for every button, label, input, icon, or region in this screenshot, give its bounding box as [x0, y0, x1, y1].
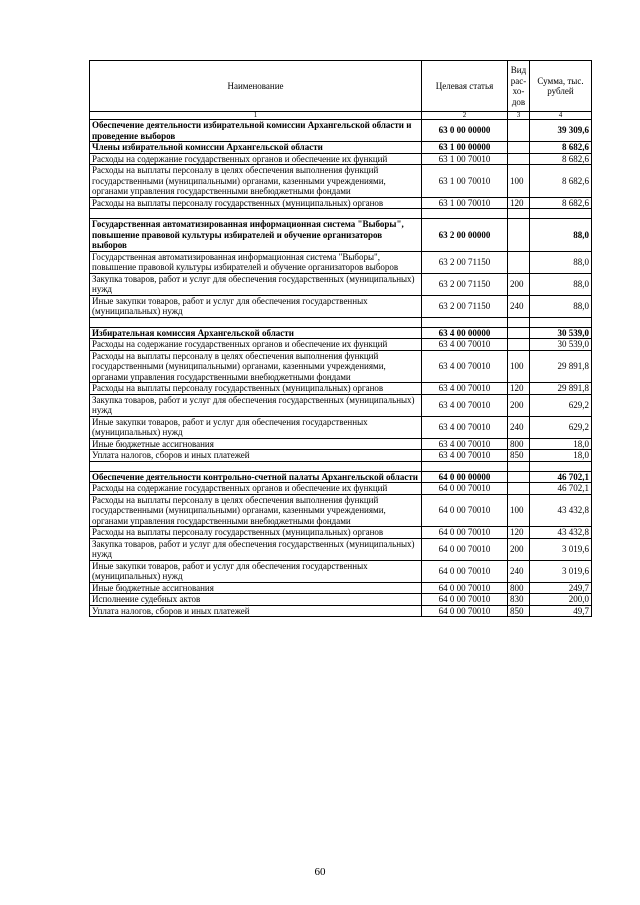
- row-name: Расходы на выплаты персоналу государственных (муниципальных) органов: [90, 197, 422, 209]
- row-sum: 3 019,6: [530, 560, 592, 582]
- table-row: [90, 339, 592, 351]
- row-type: 800: [508, 438, 530, 450]
- row-code: 63 2 00 71150: [422, 251, 508, 273]
- row-name: Иные закупки товаров, работ и услуг для обеспечения государственных (муниципальных) нужд: [90, 416, 422, 438]
- row-code: 63 4 00 70010: [422, 438, 508, 450]
- row-sum: 29 891,8: [530, 383, 592, 395]
- row-name: Члены избирательной комиссии Архангельской области: [90, 142, 422, 154]
- table-row: [90, 327, 592, 339]
- spacer-row: [90, 461, 592, 471]
- row-sum: 629,2: [530, 394, 592, 416]
- table-row: [90, 416, 592, 438]
- row-name: Закупка товаров, работ и услуг для обеспечения государственных (муниципальных) нужд: [90, 538, 422, 560]
- table-row: [90, 560, 592, 582]
- row-name: Расходы на содержание государственных органов и обеспечение их функций: [90, 153, 422, 165]
- column-number: 3: [508, 112, 530, 120]
- table-row: [90, 165, 592, 198]
- table-row: [90, 350, 592, 383]
- row-sum: 88,0: [530, 219, 592, 252]
- row-sum: 46 702,1: [530, 483, 592, 495]
- row-type: [508, 461, 530, 471]
- row-name: Расходы на содержание государственных органов и обеспечение их функций: [90, 339, 422, 351]
- row-code: 63 2 00 71150: [422, 273, 508, 295]
- row-sum: 8 682,6: [530, 142, 592, 154]
- header-code: Целевая статья: [422, 61, 508, 112]
- row-name: Уплата налогов, сборов и иных платежей: [90, 450, 422, 462]
- table-row: [90, 219, 592, 252]
- row-code: 64 0 00 70010: [422, 538, 508, 560]
- row-sum: 46 702,1: [530, 471, 592, 483]
- row-name: Иные бюджетные ассигнования: [90, 438, 422, 450]
- row-sum: 18,0: [530, 438, 592, 450]
- header-type: Вид рас-хо-дов: [508, 61, 530, 112]
- row-code: [422, 209, 508, 219]
- row-code: 63 4 00 70010: [422, 394, 508, 416]
- row-name: Расходы на выплаты персоналу в целях обеспечения выполнения функций государственными (муниципальными) органами, казенными учреждениями, органами управления государственными внебюджетными фондами: [90, 165, 422, 198]
- row-name: Расходы на выплаты персоналу государственных (муниципальных) органов: [90, 383, 422, 395]
- row-name: Закупка товаров, работ и услуг для обеспечения государственных (муниципальных) нужд: [90, 273, 422, 295]
- row-name: [90, 209, 422, 219]
- row-code: 63 1 00 70010: [422, 153, 508, 165]
- row-sum: 249,7: [530, 582, 592, 594]
- row-type: [508, 327, 530, 339]
- row-code: 63 4 00 70010: [422, 339, 508, 351]
- row-code: 63 0 00 00000: [422, 120, 508, 142]
- row-type: [508, 142, 530, 154]
- row-type: 100: [508, 494, 530, 527]
- table-row: [90, 450, 592, 462]
- spacer-row: [90, 209, 592, 219]
- table-row: [90, 197, 592, 209]
- header-name: Наименование: [90, 61, 422, 112]
- row-sum: [530, 317, 592, 327]
- row-name: Закупка товаров, работ и услуг для обеспечения государственных (муниципальных) нужд: [90, 394, 422, 416]
- row-type: 200: [508, 273, 530, 295]
- row-name: [90, 317, 422, 327]
- row-name: Избирательная комиссия Архангельской области: [90, 327, 422, 339]
- table-row: [90, 538, 592, 560]
- table-row: [90, 273, 592, 295]
- row-code: 64 0 00 70010: [422, 560, 508, 582]
- row-sum: 43 432,8: [530, 527, 592, 539]
- row-sum: 88,0: [530, 295, 592, 317]
- row-type: 240: [508, 295, 530, 317]
- table-row: [90, 471, 592, 483]
- table-row: [90, 605, 592, 617]
- row-type: [508, 120, 530, 142]
- row-code: 63 1 00 70010: [422, 197, 508, 209]
- row-code: 64 0 00 70010: [422, 527, 508, 539]
- table-row: [90, 394, 592, 416]
- column-number: 1: [90, 112, 422, 120]
- row-type: 830: [508, 594, 530, 606]
- table-row: [90, 438, 592, 450]
- row-code: 63 1 00 00000: [422, 142, 508, 154]
- table-row: [90, 153, 592, 165]
- row-code: 63 4 00 00000: [422, 327, 508, 339]
- row-code: 64 0 00 00000: [422, 471, 508, 483]
- row-sum: [530, 209, 592, 219]
- row-code: 64 0 00 70010: [422, 483, 508, 495]
- row-name: Иные бюджетные ассигнования: [90, 582, 422, 594]
- row-sum: 629,2: [530, 416, 592, 438]
- row-name: [90, 461, 422, 471]
- row-type: [508, 219, 530, 252]
- row-code: 63 4 00 70010: [422, 416, 508, 438]
- table-row: [90, 383, 592, 395]
- row-sum: 49,7: [530, 605, 592, 617]
- row-type: 240: [508, 416, 530, 438]
- table-row: [90, 494, 592, 527]
- row-name: Расходы на выплаты персоналу государственных (муниципальных) органов: [90, 527, 422, 539]
- row-code: 64 0 00 70010: [422, 594, 508, 606]
- row-code: 63 4 00 70010: [422, 350, 508, 383]
- row-type: 200: [508, 538, 530, 560]
- row-sum: 18,0: [530, 450, 592, 462]
- row-code: 63 2 00 71150: [422, 295, 508, 317]
- row-name: Обеспечение деятельности избирательной комиссии Архангельской области и проведение выборов: [90, 120, 422, 142]
- row-code: 63 4 00 70010: [422, 450, 508, 462]
- row-code: [422, 317, 508, 327]
- table-row: [90, 527, 592, 539]
- row-sum: 30 539,0: [530, 327, 592, 339]
- row-type: 120: [508, 527, 530, 539]
- page-number: 60: [314, 866, 326, 878]
- table-row: [90, 120, 592, 142]
- row-name: Расходы на содержание государственных органов и обеспечение их функций: [90, 483, 422, 495]
- row-type: 120: [508, 197, 530, 209]
- row-sum: 88,0: [530, 273, 592, 295]
- row-code: [422, 461, 508, 471]
- row-code: 64 0 00 70010: [422, 582, 508, 594]
- row-name: Расходы на выплаты персоналу в целях обеспечения выполнения функций государственными (муниципальными) органами, казенными учреждениями, органами управления государственными внебюджетными фондами: [90, 350, 422, 383]
- row-sum: 8 682,6: [530, 165, 592, 198]
- row-sum: 39 309,6: [530, 120, 592, 142]
- row-sum: 88,0: [530, 251, 592, 273]
- row-code: 64 0 00 70010: [422, 494, 508, 527]
- row-type: [508, 483, 530, 495]
- table-row: [90, 582, 592, 594]
- row-type: [508, 339, 530, 351]
- row-code: 63 1 00 70010: [422, 165, 508, 198]
- row-type: [508, 251, 530, 273]
- table-row: [90, 483, 592, 495]
- row-name: Уплата налогов, сборов и иных платежей: [90, 605, 422, 617]
- row-type: [508, 153, 530, 165]
- row-type: 120: [508, 383, 530, 395]
- column-number: 4: [530, 112, 592, 120]
- row-sum: 8 682,6: [530, 197, 592, 209]
- table-row: [90, 594, 592, 606]
- row-sum: 8 682,6: [530, 153, 592, 165]
- row-name: Обеспечение деятельности контрольно-счетной палаты Архангельской области: [90, 471, 422, 483]
- row-sum: 3 019,6: [530, 538, 592, 560]
- row-type: [508, 317, 530, 327]
- row-type: [508, 209, 530, 219]
- row-name: Государственная автоматизированная информационная система "Выборы", повышение правовой культуры избирателей и обучение организаторов выборов: [90, 219, 422, 252]
- row-sum: 29 891,8: [530, 350, 592, 383]
- spacer-row: [90, 317, 592, 327]
- row-type: 100: [508, 350, 530, 383]
- row-type: [508, 471, 530, 483]
- table-row: [90, 295, 592, 317]
- row-sum: 43 432,8: [530, 494, 592, 527]
- row-type: 100: [508, 165, 530, 198]
- row-code: 63 2 00 00000: [422, 219, 508, 252]
- row-code: 63 4 00 70010: [422, 383, 508, 395]
- row-name: Расходы на выплаты персоналу в целях обеспечения выполнения функций государственными (муниципальными) органами, казенными учреждениями, органами управления государственными внебюджетными фондами: [90, 494, 422, 527]
- row-type: 200: [508, 394, 530, 416]
- table-row: [90, 142, 592, 154]
- row-name: Исполнение судебных актов: [90, 594, 422, 606]
- row-type: 850: [508, 450, 530, 462]
- row-sum: 200,0: [530, 594, 592, 606]
- budget-table: [89, 60, 592, 617]
- row-type: 800: [508, 582, 530, 594]
- table-row: [90, 251, 592, 273]
- row-name: Иные закупки товаров, работ и услуг для обеспечения государственных (муниципальных) нужд: [90, 560, 422, 582]
- column-number-row: [90, 112, 592, 120]
- row-sum: 30 539,0: [530, 339, 592, 351]
- row-name: Иные закупки товаров, работ и услуг для обеспечения государственных (муниципальных) нужд: [90, 295, 422, 317]
- column-number: 2: [422, 112, 508, 120]
- table-header-row: [90, 61, 592, 112]
- row-code: 64 0 00 70010: [422, 605, 508, 617]
- row-name: Государственная автоматизированная информационная система "Выборы", повышение правовой культуры избирателей и обучение организаторов выборов: [90, 251, 422, 273]
- header-sum: Сумма, тыс. рублей: [530, 61, 592, 112]
- row-type: 850: [508, 605, 530, 617]
- row-sum: [530, 461, 592, 471]
- row-type: 240: [508, 560, 530, 582]
